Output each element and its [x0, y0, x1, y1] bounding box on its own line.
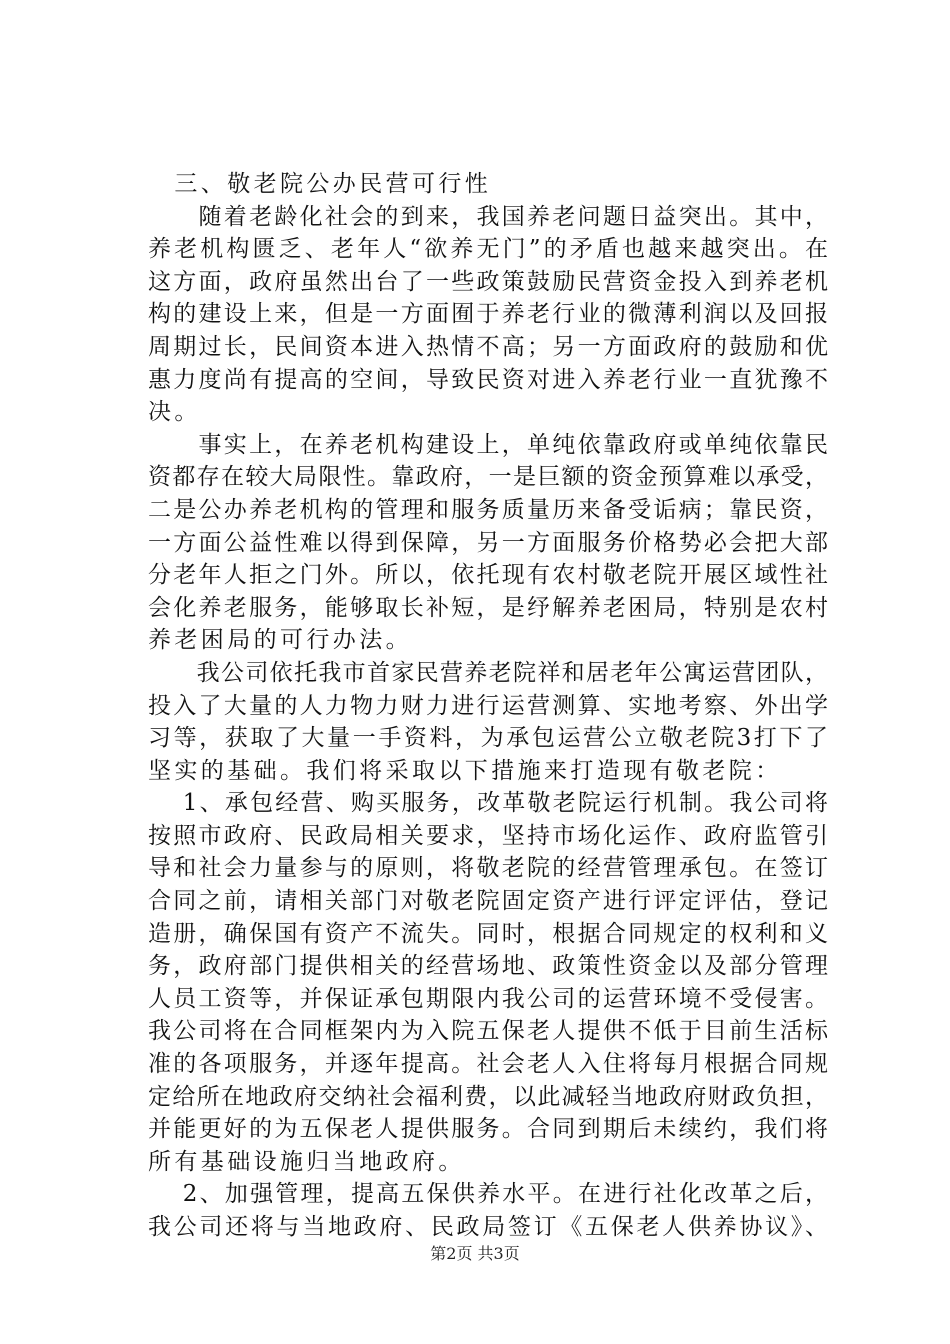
text-line: 事实上，在养老机构建设上，单纯依靠政府或单纯依靠民 — [148, 431, 828, 458]
text-line: 定给所在地政府交纳社会福利费，以此减轻当地政府财政负担， — [148, 1083, 828, 1110]
text-line: 投入了大量的人力物力财力进行运营测算、实地考察、外出学 — [148, 692, 828, 719]
text-line: 二是公办养老机构的管理和服务质量历来备受诟病；靠民资， — [148, 496, 828, 523]
text-line: 分老年人拒之门外。所以，依托现有农村敬老院开展区域性社 — [148, 562, 828, 589]
text-line: 会化养老服务，能够取长补短，是纾解养老困局，特别是农村 — [148, 594, 828, 621]
text-line: 资都存在较大局限性。靠政府，一是巨额的资金预算难以承受， — [148, 464, 828, 491]
text-line: 并能更好的为五保老人提供服务。合同到期后未续约，我们将 — [148, 1116, 828, 1143]
text-line: 决。 — [148, 399, 201, 426]
text-line: 三、敬老院公办民营可行性 — [148, 171, 492, 197]
text-line: 2、加强管理，提高五保供养水平。在进行社化改革之后， — [148, 1181, 828, 1208]
text-line: 周期过长，民间资本进入热情不高；另一方面政府的鼓励和优 — [148, 333, 828, 360]
text-line: 所有基础设施归当地政府。 — [148, 1148, 465, 1175]
text-line: 养老困局的可行办法。 — [148, 627, 412, 654]
text-line: 1、承包经营、购买服务，改革敬老院运行机制。我公司将 — [148, 790, 828, 817]
text-line: 养老机构匮乏、老年人“欲养无门”的矛盾也越来越突出。在 — [148, 236, 828, 263]
text-line: 一方面公益性难以得到保障，另一方面服务价格势必会把大部 — [148, 529, 828, 556]
page-footer: 第2页 共3页 — [430, 1244, 520, 1263]
text-line: 准的各项服务，并逐年提高。社会老人入住将每月根据合同规 — [148, 1051, 828, 1078]
document-body — [148, 168, 828, 1244]
text-line: 我公司还将与当地政府、民政局签订《五保老人供养协议》、 — [148, 1214, 828, 1240]
text-line: 构的建设上来，但是一方面囿于养老行业的微薄利润以及回报 — [148, 301, 828, 328]
text-line: 造册，确保国有资产不流失。同时，根据合同规定的权利和义 — [148, 920, 828, 947]
text-line: 坚实的基础。我们将采取以下措施来打造现有敬老院： — [148, 757, 782, 784]
text-line: 导和社会力量参与的原则，将敬老院的经营管理承包。在签订 — [148, 855, 828, 882]
text-line: 习等，获取了大量一手资料，为承包运营公立敬老院3打下了 — [148, 725, 828, 752]
text-line: 合同之前，请相关部门对敬老院固定资产进行评定评估，登记 — [148, 888, 828, 915]
text-line: 我公司将在合同框架内为入院五保老人提供不低于目前生活标 — [148, 1018, 828, 1045]
text-line: 人员工资等，并保证承包期限内我公司的运营环境不受侵害。 — [148, 985, 828, 1012]
text-line: 惠力度尚有提高的空间，导致民资对进入养老行业一直犹豫不 — [148, 366, 828, 393]
text-line: 按照市政府、民政局相关要求，坚持市场化运作、政府监管引 — [148, 822, 828, 849]
text-line: 务，政府部门提供相关的经营场地、政策性资金以及部分管理 — [148, 953, 828, 980]
text-line: 我公司依托我市首家民营养老院祥和居老年公寓运营团队， — [148, 659, 828, 686]
text-line: 这方面，政府虽然出台了一些政策鼓励民营资金投入到养老机 — [148, 268, 828, 295]
text-line: 随着老龄化社会的到来，我国养老问题日益突出。其中， — [148, 203, 828, 230]
